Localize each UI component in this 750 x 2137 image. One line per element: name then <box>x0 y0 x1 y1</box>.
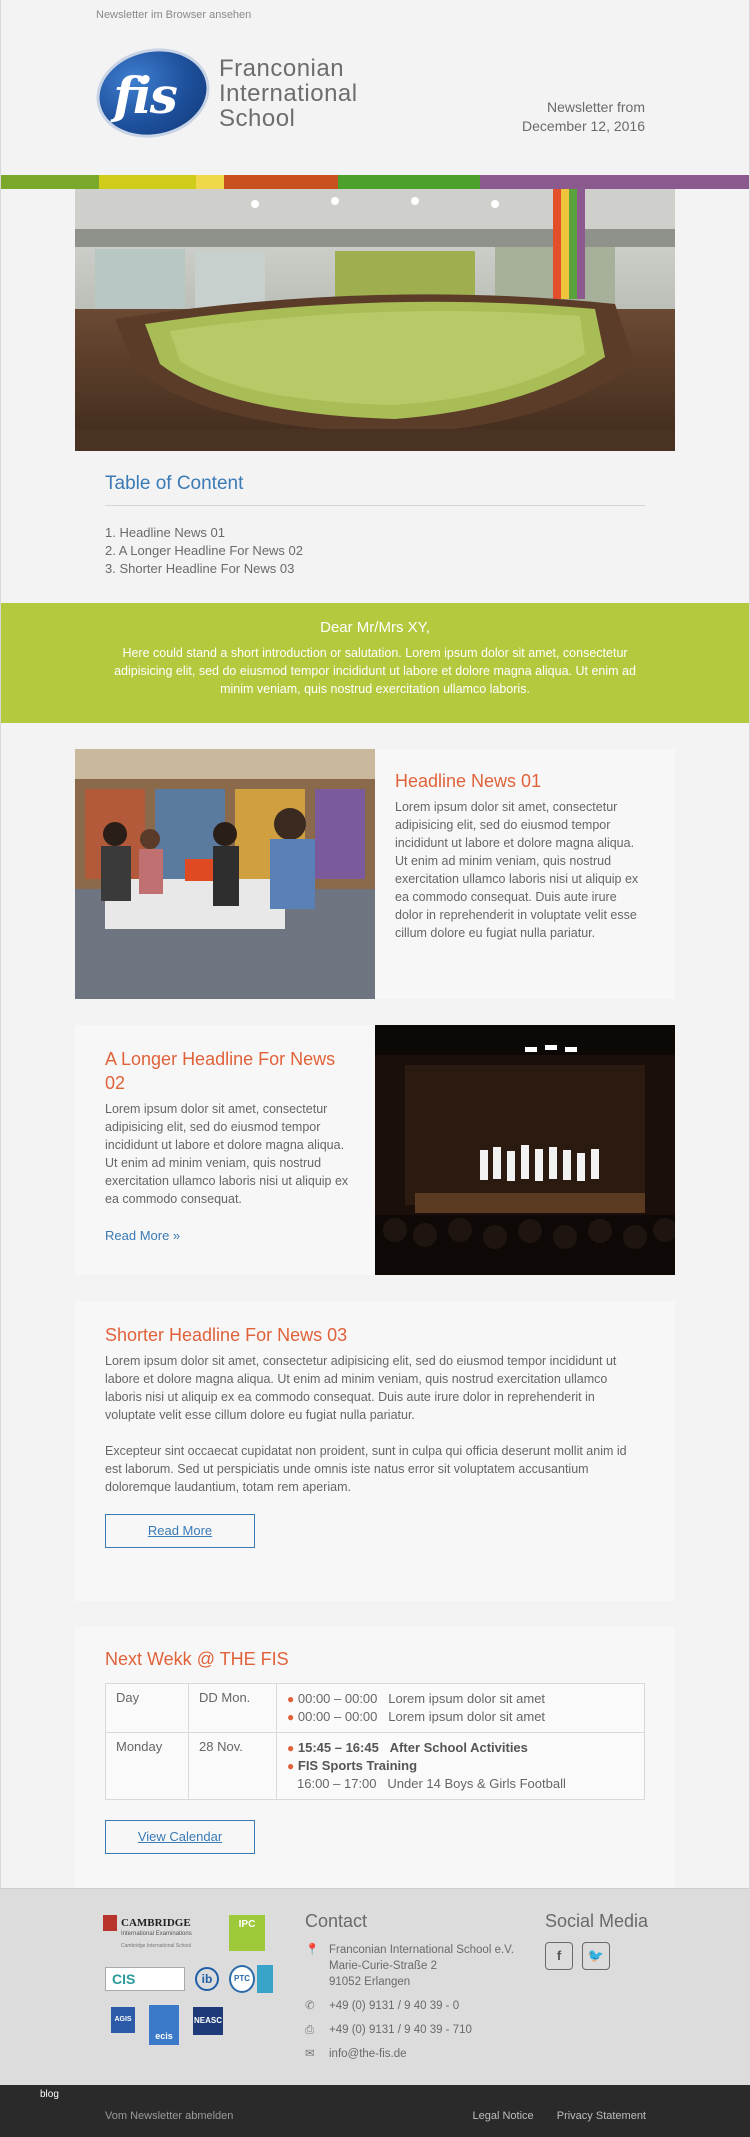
atrium-photo <box>75 189 675 451</box>
news-3-read-more-button[interactable]: Read More <box>105 1514 255 1548</box>
calendar-day: Day <box>106 1684 189 1733</box>
ecis-logo[interactable]: ecis <box>149 2005 179 2045</box>
social-title: Social Media <box>545 1911 649 1931</box>
ptc-logo[interactable]: PTC <box>229 1965 255 1993</box>
location-pin-icon: 📍 <box>305 1944 320 1956</box>
header <box>1 30 749 175</box>
toc-list <box>105 524 645 578</box>
toc-item[interactable]: 1. Headline News 01 <box>105 525 225 540</box>
address-line: 91052 Erlangen <box>329 1976 411 1988</box>
envelope-icon: ✉ <box>305 2048 315 2060</box>
news-1-headline[interactable]: Headline News 01 <box>395 771 542 791</box>
stripe-segment <box>224 175 338 189</box>
hero-image <box>75 189 675 451</box>
fax-row <box>305 2022 535 2038</box>
news-card-1 <box>75 749 675 999</box>
facebook-icon[interactable]: f <box>545 1942 573 1970</box>
footer <box>0 1888 750 2085</box>
legal-links <box>453 2110 646 2122</box>
ipc-logo[interactable]: IPC <box>229 1915 265 1951</box>
stripe-segment <box>1 175 99 189</box>
news-1-body: Lorem ipsum dolor sit amet, consectetur adipisicing elit, sed do eiusmod tempor incididunt ut labore et dolore magna aliqua. Ut enim ad minim veniam, quis nostrud exercitation ullamco laboris nisi ut aliquip ex ea commodo consequat. Duis aute irure dolor in reprehenderit in voluptate velit esse cillum dolore eu fugiat nulla pariatur. <box>395 800 639 940</box>
school-name-line3: School <box>219 104 296 132</box>
calendar-events <box>277 1684 645 1733</box>
stripe-segment <box>196 175 224 189</box>
address-line: Marie-Curie-Straße 2 <box>329 1960 437 1972</box>
newsletter-label: Newsletter from <box>546 99 645 115</box>
topbar <box>1 0 749 30</box>
newsletter-date: December 12, 2016 <box>522 118 645 134</box>
cambridge-shield-icon <box>103 1915 117 1931</box>
neasc-logo[interactable]: NEASC <box>193 2007 223 2035</box>
school-name <box>219 56 358 131</box>
phone-row <box>305 1998 535 2014</box>
contact-title: Contact <box>305 1911 368 1931</box>
news-1-image[interactable] <box>75 749 375 999</box>
calendar-event: ● 15:45 – 16:45 After School Activities <box>287 1740 528 1755</box>
calendar-date: DD Mon. <box>189 1684 277 1733</box>
cambridge-text: CAMBRIDGE <box>121 1917 191 1929</box>
blog-tag[interactable]: blog <box>40 2089 59 2100</box>
toc-item[interactable]: 3. Shorter Headline For News 03 <box>105 561 295 576</box>
email-row <box>305 2046 535 2062</box>
table-of-content <box>75 451 675 603</box>
member-school-badge <box>257 1965 273 1993</box>
school-name-line1: Franconian <box>219 54 345 82</box>
news-2-image[interactable] <box>375 1025 675 1275</box>
legal-notice-link[interactable]: Legal Notice <box>472 2110 534 2122</box>
calendar-day: Monday <box>106 1733 189 1800</box>
cambridge-logo[interactable] <box>103 1915 203 1949</box>
fis-logo-mark <box>92 42 215 145</box>
calendar-row <box>106 1733 645 1800</box>
calendar-table <box>105 1683 645 1800</box>
social-media-block <box>545 1911 648 1970</box>
toc-title: Table of Content <box>105 473 645 506</box>
unsubscribe-link[interactable]: Vom Newsletter abmelden <box>105 2110 234 2122</box>
view-calendar-button[interactable]: View Calendar <box>105 1820 255 1854</box>
calendar-event: ● 00:00 – 00:00 Lorem ipsum dolor sit amet <box>287 1691 546 1706</box>
stage-photo <box>375 1025 675 1275</box>
calendar-event: ● FIS Sports Training <box>287 1758 418 1773</box>
stripe-segment <box>99 175 197 189</box>
phone-number[interactable]: +49 (0) 9131 / 9 40 39 - 0 <box>329 2000 460 2012</box>
newsletter-date-block <box>522 98 645 136</box>
printer-icon: ⎙ <box>305 2024 315 2036</box>
news-2-text <box>75 1025 375 1275</box>
library-photo <box>75 749 375 999</box>
privacy-statement-link[interactable]: Privacy Statement <box>556 2110 646 2122</box>
calendar-event: ● 00:00 – 00:00 Lorem ipsum dolor sit amet <box>287 1709 546 1724</box>
news-2-read-more-link[interactable]: Read More » <box>105 1228 181 1243</box>
contact-block <box>305 1911 535 2070</box>
calendar-events <box>277 1733 645 1800</box>
news-card-2 <box>75 1025 675 1275</box>
phone-icon: ✆ <box>305 2000 315 2012</box>
calendar-row <box>106 1684 645 1733</box>
toc-item[interactable]: 2. A Longer Headline For News 02 <box>105 543 304 558</box>
school-logo[interactable] <box>99 52 358 134</box>
news-1-text <box>375 749 675 999</box>
cambridge-subtext-2: Cambridge International School <box>121 1943 192 1949</box>
color-stripe <box>1 175 749 189</box>
stripe-segment <box>338 175 480 189</box>
logo-mark-text: fis <box>113 65 176 125</box>
calendar-date: 28 Nov. <box>189 1733 277 1800</box>
news-2-body: Lorem ipsum dolor sit amet, consectetur adipisicing elit, sed do eiusmod tempor incididunt ut labore et dolore magna aliqua. Ut enim ad minim veniam, quis nostrud exercitation ullamco laboris nisi ut aliquip ex ea commodo consequat. <box>105 1102 349 1206</box>
address-row <box>305 1942 535 1990</box>
intro-greeting: Dear Mr/Mrs XY, <box>320 619 430 636</box>
cambridge-subtext: International Examinations <box>121 1931 192 1937</box>
bottom-bar <box>0 2085 750 2137</box>
calendar-title: Next Wekk @ THE FIS <box>105 1649 289 1669</box>
calendar-card <box>75 1627 675 1892</box>
intro-banner <box>1 603 749 723</box>
news-card-3 <box>75 1301 675 1601</box>
fax-number: +49 (0) 9131 / 9 40 39 - 710 <box>329 2024 472 2036</box>
cis-logo[interactable]: CIS <box>105 1967 185 1991</box>
news-3-headline[interactable]: Shorter Headline For News 03 <box>105 1325 348 1345</box>
ib-logo[interactable]: ib <box>195 1967 219 1991</box>
agis-logo[interactable]: AGIS <box>111 2007 135 2033</box>
calendar-event-detail: 16:00 – 17:00 Under 14 Boys & Girls Football <box>297 1776 566 1791</box>
news-2-headline[interactable]: A Longer Headline For News 02 <box>105 1049 336 1093</box>
intro-text: Here could stand a short introduction or salutation. Lorem ipsum dolor sit amet, consectetur adipisicing elit, sed do eiusmod tempor incididunt ut labore et dolore magna aliqua. Ut enim ad minim veniam, quis nostrud exercitation ullamco laboris. <box>114 646 636 696</box>
address-line: Franconian International School e.V. <box>329 1944 514 1956</box>
news-3-body-2: Excepteur sint occaecat cupidatat non proident, sunt in culpa qui officia deserunt mollit anim id est laborum. Sed ut perspiciatis unde omnis iste natus error sit voluptatem accusantium doloremque laudantium, totam rem aperiam. <box>105 1444 627 1494</box>
twitter-icon[interactable]: 🐦 <box>582 1942 610 1970</box>
news-3-body-1: Lorem ipsum dolor sit amet, consectetur adipisicing elit, sed do eiusmod tempor incididunt ut labore et dolore magna aliqua. Ut enim ad minim veniam, quis nostrud exercitation ullamco laboris nisi ut aliquip ex ea commodo consequat. Duis aute irure dolor in reprehenderit in voluptate velit esse cillum dolore eu fugiat nulla pariatur. <box>105 1354 617 1422</box>
school-name-line2: International <box>219 79 358 107</box>
email-address[interactable]: info@the-fis.de <box>329 2048 407 2060</box>
stripe-segment <box>480 175 749 189</box>
view-in-browser-link[interactable]: Newsletter im Browser ansehen <box>96 9 252 21</box>
